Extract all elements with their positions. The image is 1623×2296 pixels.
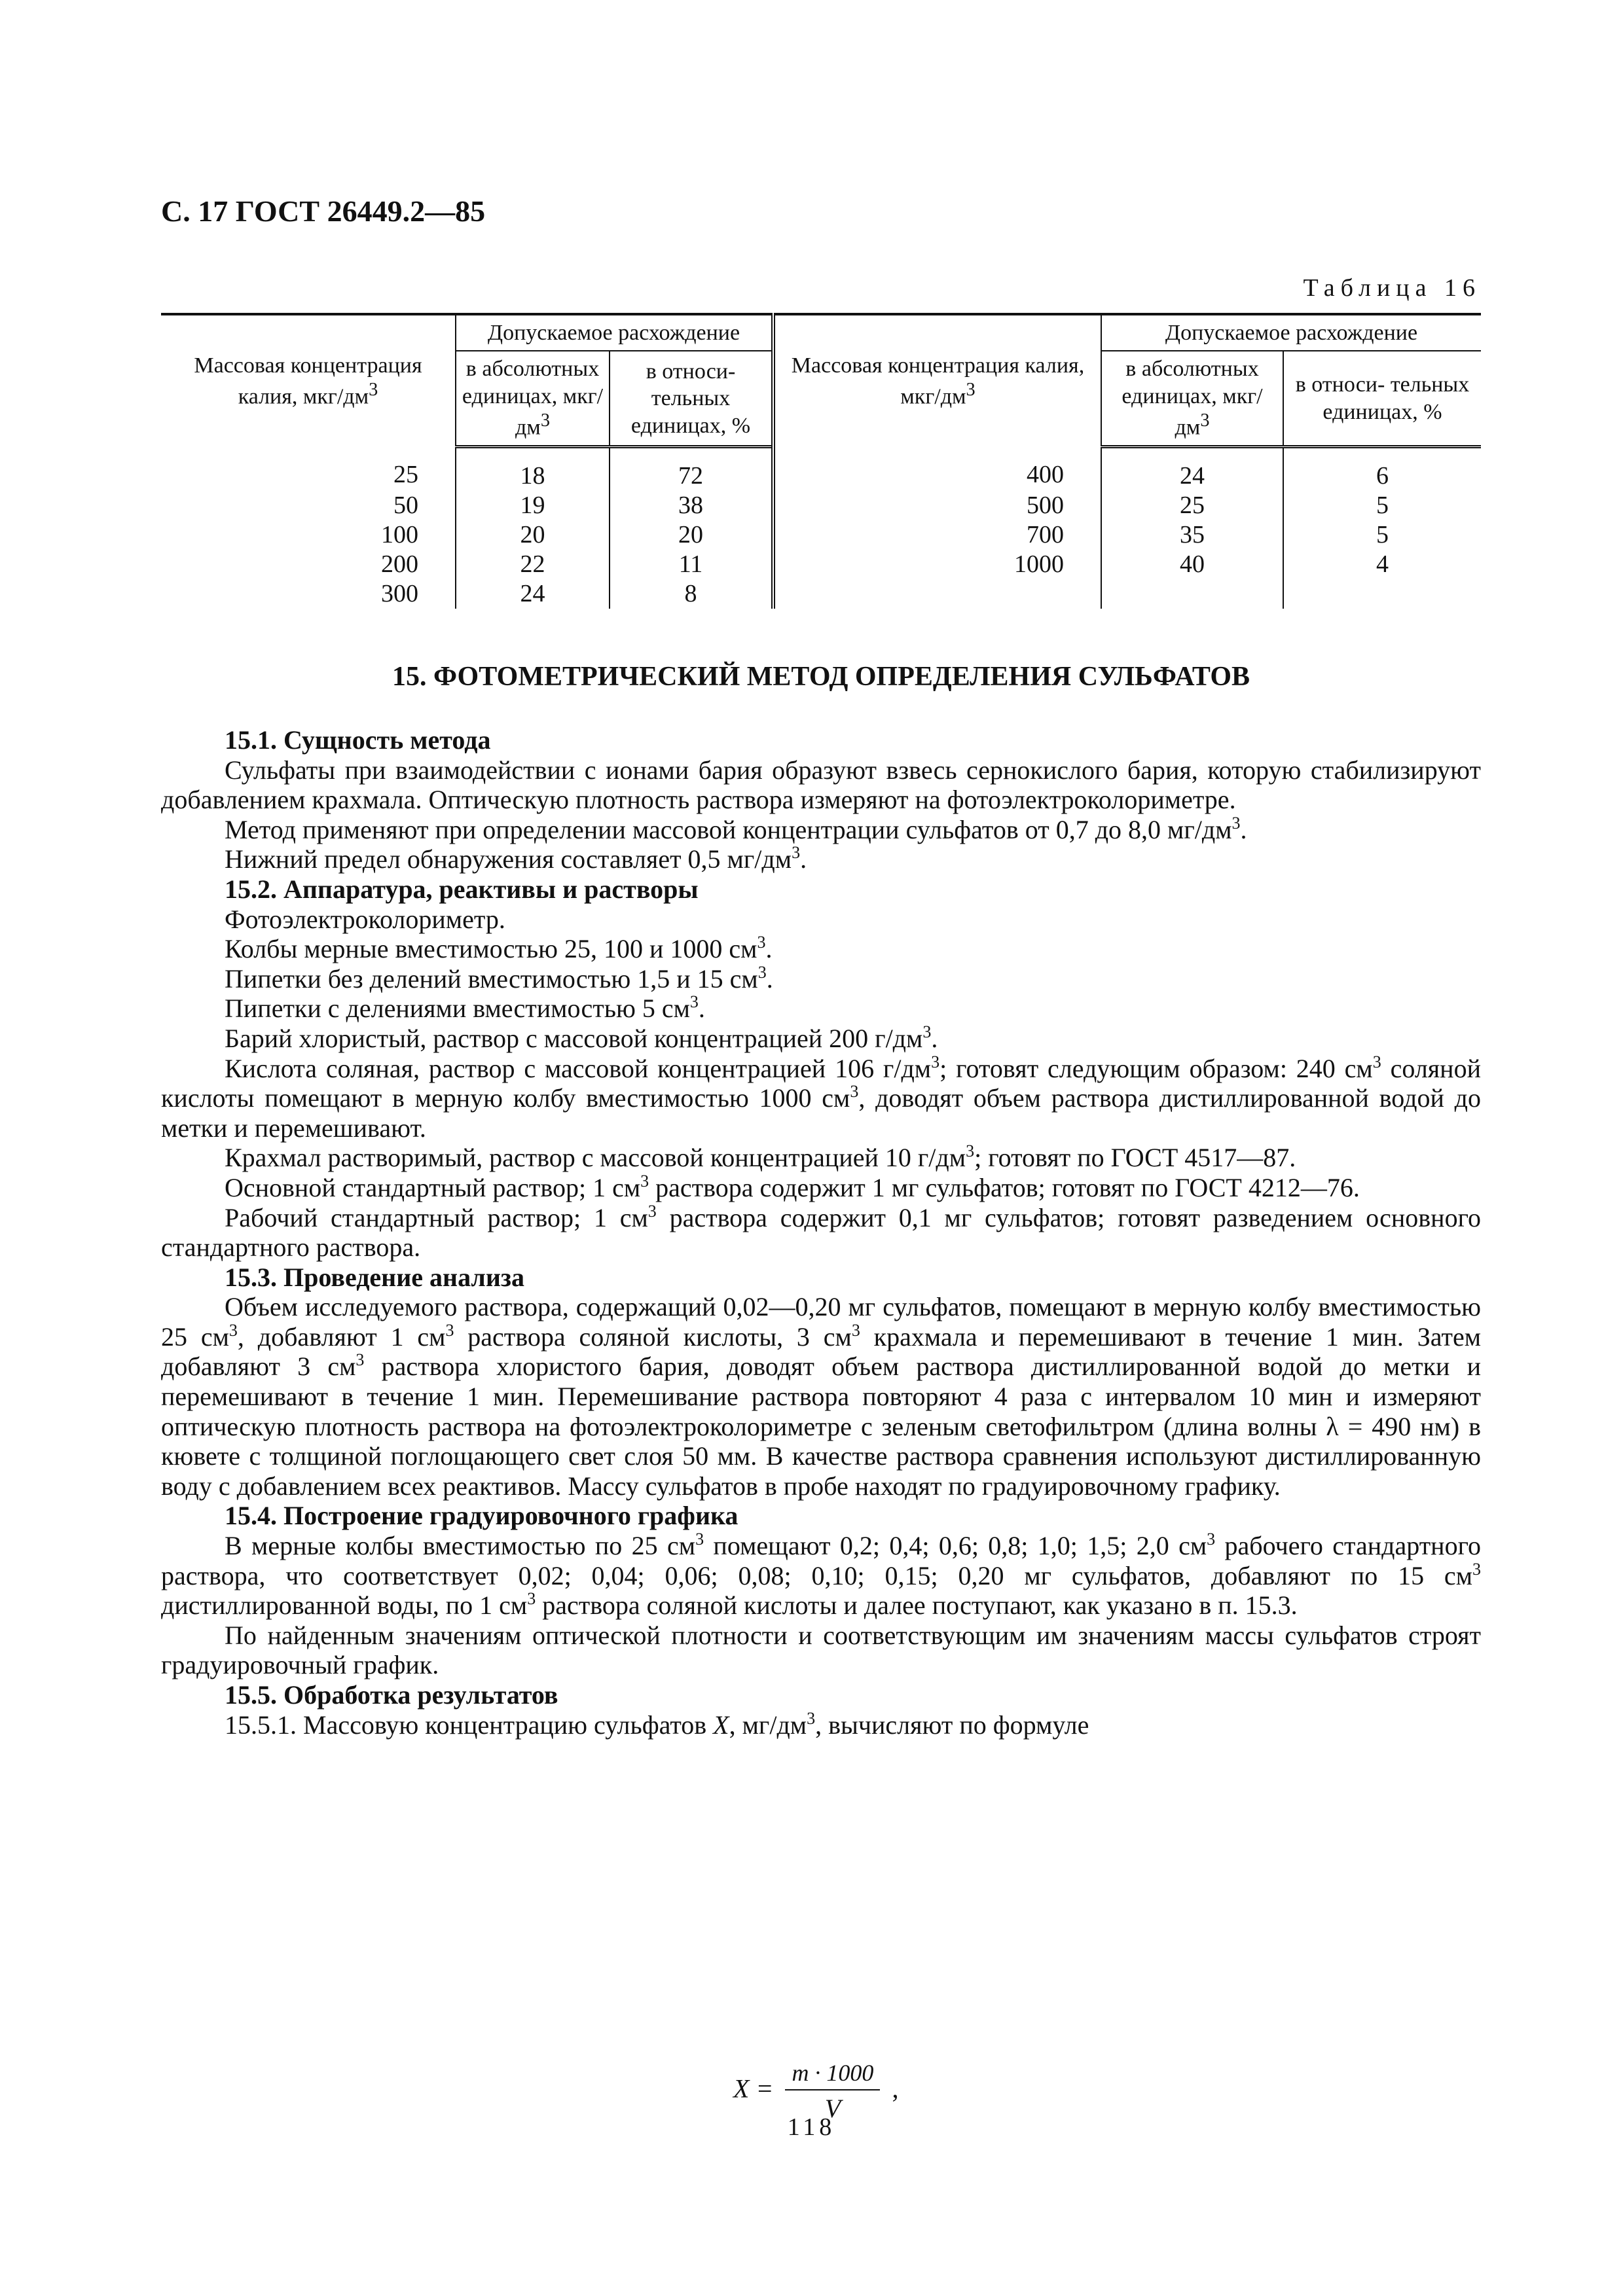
paragraph: Сульфаты при взаимодействии с ионами бария образуют взвесь сернокислого бария, которую стабилизируют добавлением крахмала. Оптическую плотность раствора измеряют на фотоэлектроколориметре. <box>161 755 1481 815</box>
col-header-absolute: в абсолютных единицах, мкг/$дм^3$ <box>456 351 610 446</box>
subsection-heading-15-2: 15.2. Аппаратура, реактивы и растворы <box>225 874 699 904</box>
cell-conc <box>773 579 1101 609</box>
list-item: Пипетки с делениями вместимостью 5 $см^3$. <box>225 992 705 1024</box>
cell-abs: 35 <box>1101 520 1283 550</box>
cell-abs: 18 <box>456 447 610 492</box>
paragraph: Объем исследуемого раствора, содержащий 0,02—0,20 мг сульфатов, помещают в мерную колбу вместимостью 25 $см^3$, добавляют 1 $см^3$ раствора соляной кислоты, 3 $см^3$ крахмала и перемешивают в течение 1 мин. Затем добавляют 3 $см^3$ раствора хлористого бария, доводят объем раствора дистиллированной водой до метки и перемешивают в течение 1 мин. Перемешивание раствора повторяют 4 раза с интервалом 10 мин и измеряют оптическую плотность раствора на фотоэлектроколориметре с зеленым светофильтром (длина волны λ = 490 нм) в кювете с толщиной поглощающего свет слоя 50 мм. В качестве раствора сравнения используют дистиллированную воду с добавлением всех реактивов. Массу сульфатов в пробе находят по градуировочному графику. <box>161 1292 1482 1501</box>
page-header: С. 17 ГОСТ 26449.2—85 <box>161 194 486 228</box>
cell-abs: 22 <box>456 550 610 579</box>
col-header-relative: в относи- тельных единицах, % <box>610 351 773 446</box>
cell-conc: 100 <box>381 521 418 549</box>
cell-conc: 300 <box>381 580 418 608</box>
list-item: Крахмал растворимый, раствор с массовой концентрацией 10 $г/дм^3$; готовят по ГОСТ 4517—87. <box>225 1141 1296 1173</box>
col-header-concentration: Массовая концентрация калия, мкг/$дм^3$ <box>161 314 456 447</box>
cell-rel: 6 <box>1283 447 1481 492</box>
cell-rel: 38 <box>610 491 773 520</box>
cell-rel: 11 <box>610 550 773 579</box>
col-header-group-2: Допускаемое расхождение <box>1101 314 1481 351</box>
cell-rel: 8 <box>610 579 773 609</box>
table-row <box>161 520 1481 550</box>
formula-tail: , <box>892 2073 899 2104</box>
paragraph: 15.5.1. Массовую концентрацию сульфатов X, $мг/дм^3$, вычисляют по формуле <box>225 1708 1089 1740</box>
col-header-group: Допускаемое расхождение <box>456 314 773 351</box>
cell-conc: 25 <box>393 460 418 488</box>
section-title: 15. ФОТОМЕТРИЧЕСКИЙ МЕТОД ОПРЕДЕЛЕНИЯ СУЛЬФАТОВ <box>392 662 1250 692</box>
subsection-heading-15-1: 15.1. Сущность метода <box>225 725 491 755</box>
cell-conc: 400 <box>773 447 1101 492</box>
cell-rel: 72 <box>610 447 773 492</box>
table-row <box>161 550 1481 579</box>
formula-lhs: X = <box>733 2073 774 2104</box>
cell-conc: 700 <box>773 520 1101 550</box>
subsection-heading-15-3: 15.3. Проведение анализа <box>225 1262 524 1292</box>
cell-conc: 200 <box>381 550 418 579</box>
cell-abs: 24 <box>1101 447 1283 492</box>
cell-conc: 50 <box>393 492 418 520</box>
col-header-concentration-2: Массовая концентрация калия, мкг/$дм^3$ <box>773 314 1101 447</box>
list-item: Рабочий стандартный раствор; 1 $см^3$ раствора содержит 0,1 мг сульфатов; готовят разведением основного стандартного раствора. <box>161 1201 1481 1263</box>
subsection-heading-15-5: 15.5. Обработка результатов <box>225 1680 558 1710</box>
cell-rel: 5 <box>1283 491 1481 520</box>
table-row <box>161 579 1481 609</box>
list-item: Барий хлористый, раствор с массовой концентрацией 200 $г/дм^3$. <box>225 1022 938 1053</box>
cell-rel: 4 <box>1283 550 1481 579</box>
list-item: Пипетки без делений вместимостью 1,5 и 15 $см^3$. <box>225 962 773 994</box>
table-row <box>161 491 1481 520</box>
paragraph: Метод применяют при определении массовой концентрации сульфатов от 0,7 до 8,0 $мг/дм^3$. <box>225 813 1247 844</box>
cell-abs: 24 <box>456 579 610 609</box>
section-body <box>161 725 1481 1740</box>
list-item: Основной стандартный раствор; 1 $см^3$ раствора содержит 1 мг сульфатов; готовят по ГОСТ 4212—76. <box>225 1171 1360 1202</box>
list-item: Фотоэлектроколориметр. <box>225 904 505 934</box>
list-item: Кислота соляная, раствор с массовой концентрацией 106 $г/дм^3$; готовят следующим образом: 240 $см^3$ соляной кислоты помещают в мерную колбу вместимостью 1000 $см^3$, доводят объем раствора дистиллированной водой до метки и перемешивают. <box>161 1052 1481 1143</box>
col-header-relative-2: в относи- тельных единицах, % <box>1283 351 1481 446</box>
paragraph: Нижний предел обнаружения составляет 0,5 $мг/дм^3$. <box>225 843 807 874</box>
cell-rel: 20 <box>610 520 773 550</box>
page-number: 118 <box>787 2113 836 2141</box>
formula-denominator: V <box>824 2094 841 2123</box>
table-row <box>161 447 1481 492</box>
table-title: Таблица 16 <box>1303 274 1481 302</box>
cell-abs <box>1101 579 1283 609</box>
col-header-absolute-2: в абсолютных единицах, мкг/$дм^3$ <box>1101 351 1283 446</box>
list-item: Колбы мерные вместимостью 25, 100 и 1000 $см^3$. <box>225 933 773 964</box>
cell-conc: 1000 <box>773 550 1101 579</box>
paragraph: По найденным значениям оптической плотности и соответствующим им значениям массы сульфатов строят градуировочный график. <box>161 1620 1481 1680</box>
cell-rel <box>1283 579 1481 609</box>
cell-conc: 500 <box>773 491 1101 520</box>
cell-abs: 19 <box>456 491 610 520</box>
subsection-heading-15-4: 15.4. Построение градуировочного графика <box>225 1501 739 1531</box>
cell-abs: 25 <box>1101 491 1283 520</box>
paragraph: В мерные колбы вместимостью по 25 $см^3$ помещают 0,2; 0,4; 0,6; 0,8; 1,0; 1,5; 2,0 $см^3$ рабочего стандартного раствора, что соответствует 0,02; 0,04; 0,06; 0,08; 0,10; 0,15; 0,20 мг сульфатов, добавляют по 15 $см^3$ дистиллированной воды, по 1 $см^3$ раствора соляной кислоты и далее поступают, как указано в п. 15.3. <box>161 1530 1482 1621</box>
cell-rel: 5 <box>1283 520 1481 550</box>
cell-abs: 40 <box>1101 550 1283 579</box>
formula-numerator: m · 1000 <box>785 2059 880 2090</box>
cell-abs: 20 <box>456 520 610 550</box>
table-16 <box>161 313 1481 609</box>
